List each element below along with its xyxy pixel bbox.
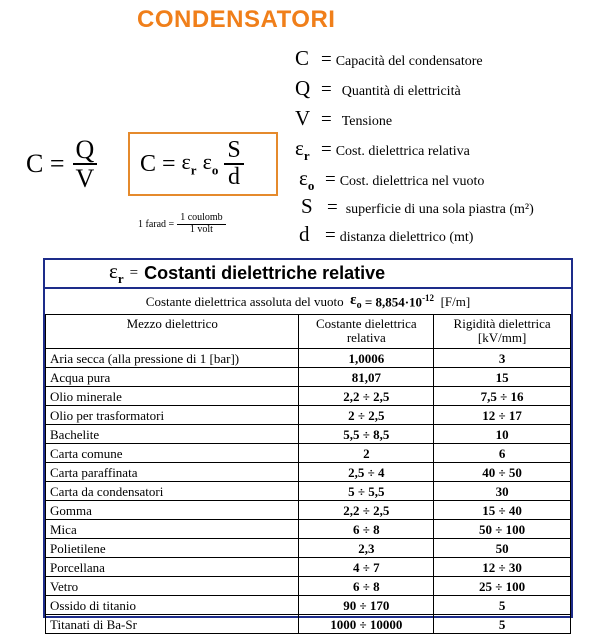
legend-equals: = bbox=[325, 169, 336, 190]
material-cell: Ossido di titanio bbox=[46, 596, 299, 615]
material-cell: Carta comune bbox=[46, 444, 299, 463]
table-row bbox=[46, 577, 571, 596]
formula-denominator: V bbox=[75, 164, 95, 194]
legend-equals: = bbox=[321, 49, 332, 70]
material-cell: Acqua pura bbox=[46, 368, 299, 387]
column-header: Costante dielettrica relativa bbox=[299, 315, 434, 349]
dielectric-strength-cell: 50 ÷ 100 bbox=[434, 520, 571, 539]
dielectric-strength-cell: 15 bbox=[434, 368, 571, 387]
table-header-row bbox=[46, 315, 571, 349]
material-cell: Carta paraffinata bbox=[46, 463, 299, 482]
formula-lhs: C = bbox=[26, 149, 65, 179]
legend-equals: = bbox=[325, 225, 336, 246]
farad-denominator: 1 volt bbox=[189, 223, 213, 235]
page-title: CONDENSATORI bbox=[137, 6, 336, 33]
table-row bbox=[46, 482, 571, 501]
legend-row bbox=[301, 194, 534, 219]
legend-symbol: C bbox=[295, 46, 310, 70]
legend-equals: = bbox=[321, 109, 332, 130]
legend-text: superficie di una sola piastra (m²) bbox=[345, 202, 534, 217]
relative-permittivity-cell: 5,5 ÷ 8,5 bbox=[299, 425, 434, 444]
legend-row bbox=[295, 106, 392, 131]
relative-permittivity-cell: 4 ÷ 7 bbox=[299, 558, 434, 577]
farad-numerator: 1 coulomb bbox=[177, 213, 226, 225]
legend-row bbox=[295, 46, 483, 71]
table-row bbox=[46, 463, 571, 482]
legend-row bbox=[295, 136, 470, 164]
farad-fraction bbox=[177, 213, 226, 235]
legend-symbol: $\varepsilon_o$ bbox=[299, 166, 315, 194]
material-cell: Polietilene bbox=[46, 539, 299, 558]
formula-fraction bbox=[224, 138, 243, 190]
legend-row bbox=[295, 76, 461, 101]
table-row bbox=[46, 349, 571, 368]
legend-equals: = bbox=[321, 139, 332, 160]
table-title bbox=[45, 260, 571, 287]
relative-permittivity-cell: 81,07 bbox=[299, 368, 434, 387]
relative-permittivity-cell: 1000 ÷ 10000 bbox=[299, 615, 434, 634]
table-row bbox=[46, 615, 571, 634]
legend-symbol: Q bbox=[295, 76, 311, 100]
material-cell: Olio per trasformatori bbox=[46, 406, 299, 425]
relative-permittivity-cell: 6 ÷ 8 bbox=[299, 577, 434, 596]
relative-permittivity-cell: 5 ÷ 5,5 bbox=[299, 482, 434, 501]
table-row bbox=[46, 444, 571, 463]
vacuum-permittivity-value: = $8,854\cdot 10^{-12}$ bbox=[364, 292, 435, 310]
table-row bbox=[46, 425, 571, 444]
table-row bbox=[46, 387, 571, 406]
table-title-equals: = bbox=[129, 265, 139, 281]
material-cell: Titanati di Ba-Sr bbox=[46, 615, 299, 634]
legend-row bbox=[299, 222, 473, 247]
legend-row bbox=[299, 166, 484, 194]
legend-equals: = bbox=[321, 79, 332, 100]
dielectric-strength-cell: 7,5 ÷ 16 bbox=[434, 387, 571, 406]
epsilon-0-symbol: $\varepsilon_o$ bbox=[202, 149, 219, 178]
relative-permittivity-cell: 2 bbox=[299, 444, 434, 463]
table-row bbox=[46, 558, 571, 577]
formula-fraction bbox=[73, 136, 98, 193]
plate-capacitance-formula bbox=[140, 138, 244, 190]
dielectric-strength-cell: 10 bbox=[434, 425, 571, 444]
dielectric-strength-cell: 50 bbox=[434, 539, 571, 558]
relative-permittivity-cell: 2,2 ÷ 2,5 bbox=[299, 387, 434, 406]
legend-text: Cost. dielettrica relativa bbox=[335, 144, 470, 159]
dielectric-strength-cell: 12 ÷ 30 bbox=[434, 558, 571, 577]
legend-equals: = bbox=[327, 197, 338, 218]
dielectric-strength-cell: 6 bbox=[434, 444, 571, 463]
dielectric-strength-cell: 5 bbox=[434, 596, 571, 615]
formula-denominator: d bbox=[228, 164, 240, 191]
epsilon-r-symbol: $\varepsilon_r$ bbox=[181, 149, 197, 178]
column-header: Rigidità dielettrica [kV/mm] bbox=[434, 315, 571, 349]
material-cell: Mica bbox=[46, 520, 299, 539]
legend-text: distanza dielettrico (mt) bbox=[339, 230, 474, 245]
relative-permittivity-cell: 1,0006 bbox=[299, 349, 434, 368]
material-cell: Carta da condensatori bbox=[46, 482, 299, 501]
legend-symbol: S bbox=[301, 194, 313, 218]
table-row bbox=[46, 520, 571, 539]
material-cell: Porcellana bbox=[46, 558, 299, 577]
formula-numerator: S bbox=[224, 138, 243, 165]
legend-text: Tensione bbox=[341, 114, 393, 129]
legend-text: Capacità del condensatore bbox=[335, 54, 483, 69]
material-cell: Bachelite bbox=[46, 425, 299, 444]
material-cell: Aria secca (alla pressione di 1 [bar]) bbox=[46, 349, 299, 368]
relative-permittivity-cell: 2 ÷ 2,5 bbox=[299, 406, 434, 425]
formula-lhs: C = bbox=[140, 150, 176, 177]
relative-permittivity-cell: 2,2 ÷ 2,5 bbox=[299, 501, 434, 520]
table-row bbox=[46, 406, 571, 425]
legend-symbol: d bbox=[299, 222, 310, 246]
vacuum-permittivity-label: Costante dielettrica assoluta del vuoto bbox=[145, 293, 344, 309]
dielectric-strength-cell: 12 ÷ 17 bbox=[434, 406, 571, 425]
column-header: Mezzo dielettrico bbox=[46, 315, 299, 349]
dielectric-strength-cell: 25 ÷ 100 bbox=[434, 577, 571, 596]
relative-permittivity-cell: 6 ÷ 8 bbox=[299, 520, 434, 539]
relative-permittivity-cell: 2,5 ÷ 4 bbox=[299, 463, 434, 482]
dielectric-strength-cell: 5 bbox=[434, 615, 571, 634]
dielectric-table bbox=[45, 314, 571, 634]
dielectric-strength-cell: 30 bbox=[434, 482, 571, 501]
table-row bbox=[46, 501, 571, 520]
vacuum-permittivity-unit: [F/m] bbox=[440, 293, 471, 309]
legend-text: Quantità di elettricità bbox=[341, 84, 461, 99]
farad-definition bbox=[138, 213, 226, 235]
vacuum-permittivity-row bbox=[45, 289, 571, 315]
dielectric-strength-cell: 3 bbox=[434, 349, 571, 368]
material-cell: Olio minerale bbox=[46, 387, 299, 406]
table-row bbox=[46, 596, 571, 615]
relative-permittivity-cell: 90 ÷ 170 bbox=[299, 596, 434, 615]
farad-lhs: 1 farad = bbox=[138, 218, 175, 230]
legend-symbol: V bbox=[295, 106, 311, 130]
dielectric-strength-cell: 15 ÷ 40 bbox=[434, 501, 571, 520]
relative-permittivity-cell: 2,3 bbox=[299, 539, 434, 558]
table-row bbox=[46, 368, 571, 387]
formula-numerator: Q bbox=[73, 136, 98, 165]
epsilon-0-symbol: $\varepsilon_o$ bbox=[350, 292, 362, 311]
legend-symbol: $\varepsilon_r$ bbox=[295, 136, 310, 164]
capacitance-formula bbox=[26, 136, 97, 193]
table-row bbox=[46, 539, 571, 558]
table-title-text: Costanti dielettriche relative bbox=[144, 263, 386, 283]
material-cell: Gomma bbox=[46, 501, 299, 520]
legend-text: Cost. dielettrica nel vuoto bbox=[339, 174, 485, 189]
material-cell: Vetro bbox=[46, 577, 299, 596]
dielectric-strength-cell: 40 ÷ 50 bbox=[434, 463, 571, 482]
epsilon-r-symbol: $\varepsilon_r$ bbox=[109, 259, 124, 287]
